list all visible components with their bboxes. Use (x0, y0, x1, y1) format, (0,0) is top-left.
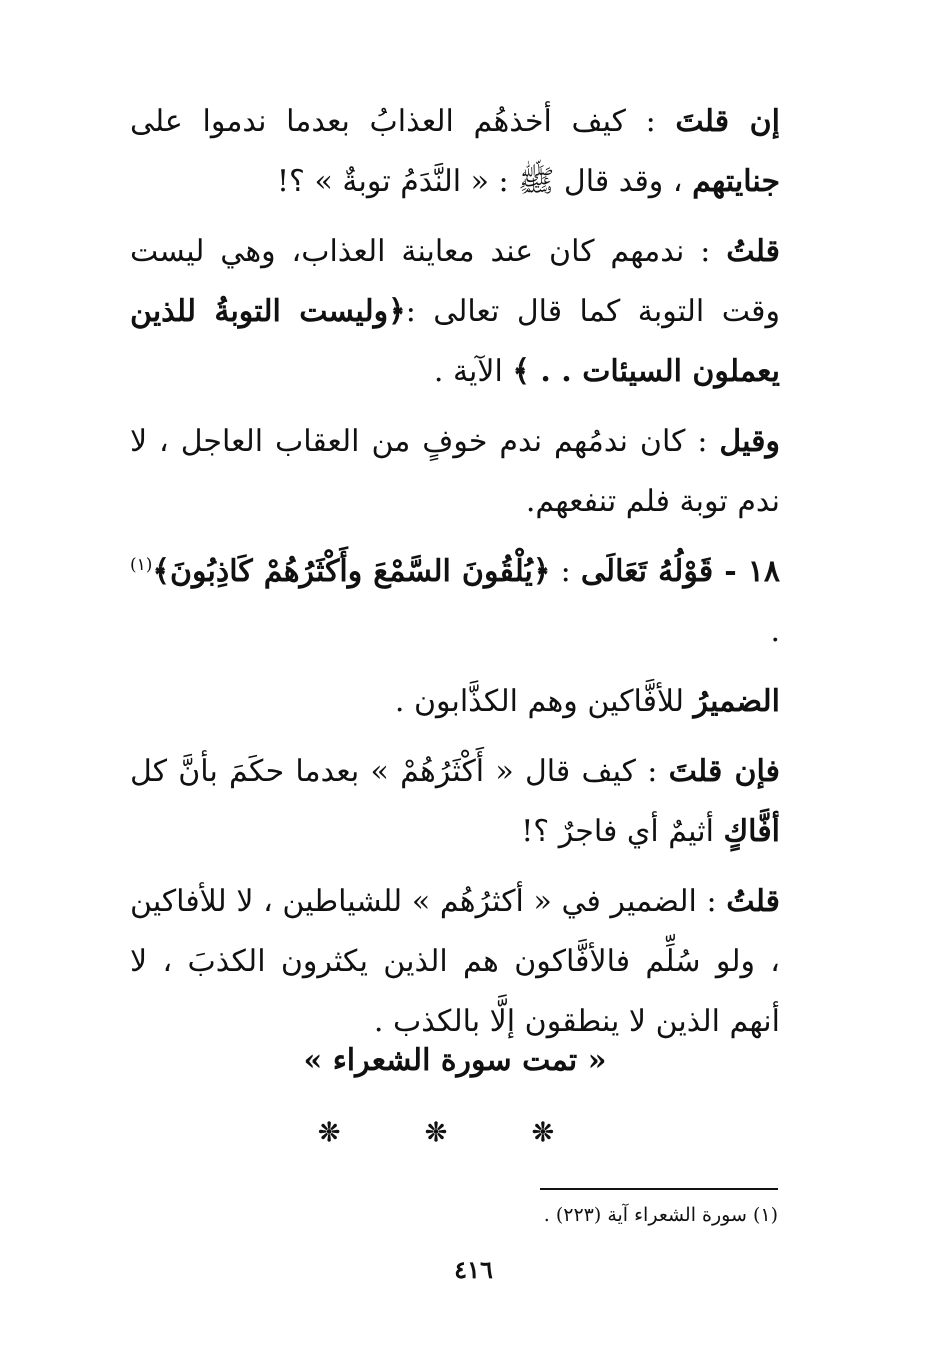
footnote: (١) سورة الشعراء آية (٢٢٣) . (543, 1204, 778, 1226)
paragraph-lead: قلتُ (726, 234, 780, 269)
verse-heading-18 (130, 542, 780, 662)
page-number: ٤١٦ (454, 1255, 493, 1284)
paragraph-text: : ندمهم كان عند معاينة العذاب، وهي ليست وقت التوبة كما قال تعالى : (130, 234, 780, 329)
paragraph-text: للأفَّاكين وهم الكذَّابون . (394, 684, 694, 719)
quran-quote: ﴿يُلْقُونَ السَّمْعَ وأَكْثَرُهُمْ كَاذِبُونَ﴾ (152, 554, 551, 589)
paragraph-text-end: ، وقد قال ﷺ : « النَّدَمُ توبةٌ » ؟! (276, 164, 693, 199)
paragraph-pronoun-note (130, 672, 780, 732)
paragraph-text-end: أثيمٌ أي فاجرٌ ؟! (521, 814, 724, 849)
paragraph-question-1 (130, 92, 780, 212)
paragraph-text-end: . (770, 614, 780, 649)
paragraph-bold-text: أفَّاكٍ (723, 814, 780, 849)
paragraph-text: : الضمير في « أكثرُهُم » للشياطين ، لا للأفاكين ، ولو سُلِّم فالأفَّاكون هم الذين يكثرون الكذبَ ، لا أنهم الذين لا ينطقون إلَّا بالكذب . (130, 884, 780, 1039)
footnote-reference: (١) (130, 555, 153, 575)
paragraph-alternative-view (130, 412, 780, 532)
paragraph-text-end: الآية . (433, 354, 513, 389)
paragraph-answer-1 (130, 222, 780, 402)
paragraph-question-2 (130, 742, 780, 862)
surah-closing-title: « تمت سورة الشعراء » (303, 1043, 607, 1078)
paragraph-lead: الضميرُ (693, 684, 780, 719)
paragraph-bold-text: جنايتهم (692, 164, 780, 199)
paragraph-lead: وقيل (719, 424, 780, 459)
paragraph-lead: فإن قلتَ (668, 754, 780, 789)
paragraph-text: : كان ندمُهم ندم خوفٍ من العقاب العاجل ، لا ندم توبة فلم تنفعهم. (130, 424, 780, 519)
paragraph-text: : (550, 554, 581, 589)
paragraph-text: : كيف قال « أَكْثَرُهُمْ » بعدما حكَمَ بأنَّ كل (130, 754, 669, 789)
asterism-separator: ❊ ❊ ❊ (318, 1118, 592, 1148)
page-body (130, 92, 780, 1062)
quran-quote: ﴿وليست التوبةُ للذين يعملون السيئات . . ﴾ (130, 294, 780, 389)
paragraph-answer-2 (130, 872, 780, 1052)
paragraph-lead: إن قلتَ (675, 104, 780, 139)
footnote-divider (540, 1188, 778, 1190)
paragraph-text: : كيف أخذهُم العذابُ بعدما ندموا على (130, 104, 676, 139)
paragraph-lead: قلتُ (726, 884, 780, 919)
verse-number-label: ١٨ - قَوْلُهُ تَعَالَى (580, 554, 780, 589)
